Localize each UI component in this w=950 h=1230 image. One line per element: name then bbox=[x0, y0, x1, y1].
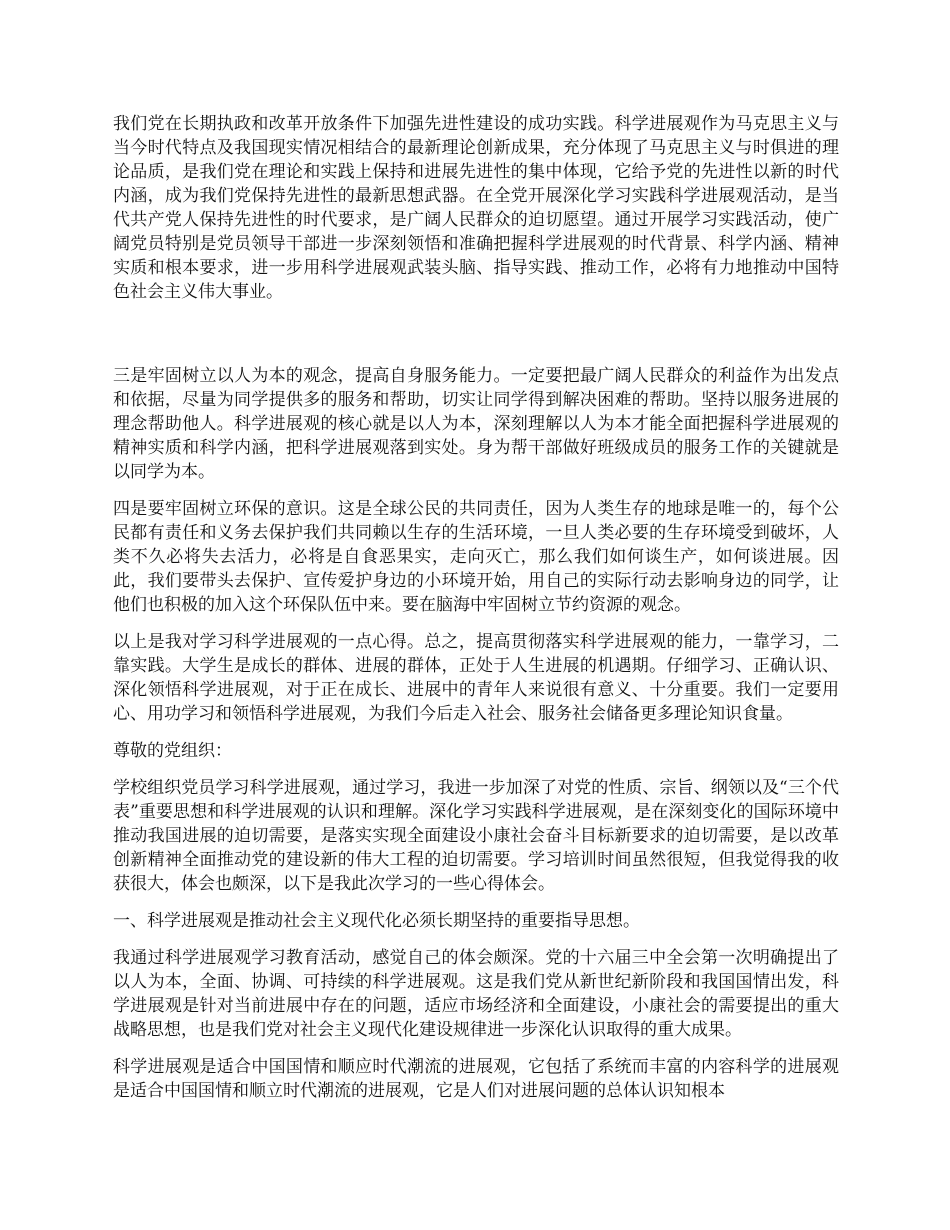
paragraph-intro-study: 学校组织党员学习科学进展观，通过学习，我进一步加深了对党的性质、宗旨、纲领以及“三个代表”重要思想和科学进展观的认识和理解。深化学习实践科学进展观，是在深刻变化的国际环境中推动我国进展的迫切需要，是落实实现全面建设小康社会奋斗目标新要求的迫切需要，是以改革创新精神全面推动党的建设新的伟大工程的迫切需要。学习培训时间虽然很短，但我觉得我的收获很大，体会也颇深，以下是我此次学习的一些心得体会。 bbox=[113, 778, 839, 894]
paragraph-study-experience: 我通过科学进展观学习教育活动，感觉自己的体会颇深。党的十六届三中全会第一次明确提出了以人为本，全面、协调、可持续的科学进展观。这是我们党从新世纪新阶段和我国国情出发，科学进展观是针对当前进展中存在的问题，适应市场经济和全面建设，小康社会的需要提出的重大战略思想，也是我们党对社会主义现代化建设规律进一步深化认识取得的重大成果。 bbox=[113, 948, 839, 1040]
paragraph-point-three-people-oriented: 三是牢固树立以人为本的观念，提高自身服务能力。一定要把最广阔人民群众的利益作为出发点和依据，尽量为同学提供多的服务和帮助，切实让同学得到解决困难的帮助。坚持以服务进展的理念帮助他人。科学进展观的核心就是以人为本，深刻理解以人为本才能全面把握科学进展观的精神实质和科学内涵，把科学进展观落到实处。身为帮干部做好班级成员的服务工作的关键就是以同学为本。 bbox=[113, 366, 839, 482]
salutation: 尊敬的党组织： bbox=[113, 741, 232, 761]
paragraph-advanced-nature: 我们党在长期执政和改革开放条件下加强先进性建设的成功实践。科学进展观作为马克思主义与当今时代特点及我国现实情况相结合的最新理论创新成果，充分体现了马克思主义与时俱进的理论品质，是我们党在理论和实践上保持和进展先进性的集中体现，它给予党的先进性以新的时代内涵，成为我们党保持先进性的最新思想武器。在全党开展深化学习实践科学进展观活动，是当代共产党人保持先进性的时代要求，是广阔人民群众的迫切愿望。通过开展学习实践活动，使广阔党员特别是党员领导干部进一步深刻领悟和准确把握科学进展观的时代背景、科学内涵、精神实质和根本要求，进一步用科学进展观武装头脑、指导实践、推动工作，必将有力地推动中国特色社会主义伟大事业。 bbox=[113, 114, 839, 302]
document-page bbox=[113, 112, 839, 1116]
section-heading-one: 一、科学进展观是推动社会主义现代化必须长期坚持的重要指导思想。 bbox=[113, 911, 640, 931]
paragraph-point-four-environment: 四是要牢固树立环保的意识。这是全球公民的共同责任，因为人类生存的地球是唯一的，每个公民都有责任和义务去保护我们共同赖以生存的生活环境，一旦人类必要的生存环境受到破坏，人类不久必将失去活力，必将是自食恶果实，走向灭亡，那么我们如何谈生产，如何谈进展。因此，我们要带头去保护、宣传爱护身边的小环境开始，用自己的实际行动去影响身边的同学，让他们也积极的加入这个环保队伍中来。要在脑海中牢固树立节约资源的观念。 bbox=[113, 499, 839, 615]
paragraph-development-concept: 科学进展观是适合中国国情和顺应时代潮流的进展观，它包括了系统而丰富的内容科学的进展观是适合中国国情和顺立时代潮流的进展观，它是人们对进展问题的总体认识知根本 bbox=[113, 1057, 839, 1101]
paragraph-summary: 以上是我对学习科学进展观的一点心得。总之，提高贯彻落实科学进展观的能力，一靠学习，二靠实践。大学生是成长的群体、进展的群体，正处于人生进展的机遇期。仔细学习、正确认识、深化领悟科学进展观，对于正在成长、进展中的青年人来说很有意义、十分重要。我们一定要用心、用功学习和领悟科学进展观，为我们今后走入社会、服务社会储备更多理论知识食量。 bbox=[113, 632, 839, 724]
